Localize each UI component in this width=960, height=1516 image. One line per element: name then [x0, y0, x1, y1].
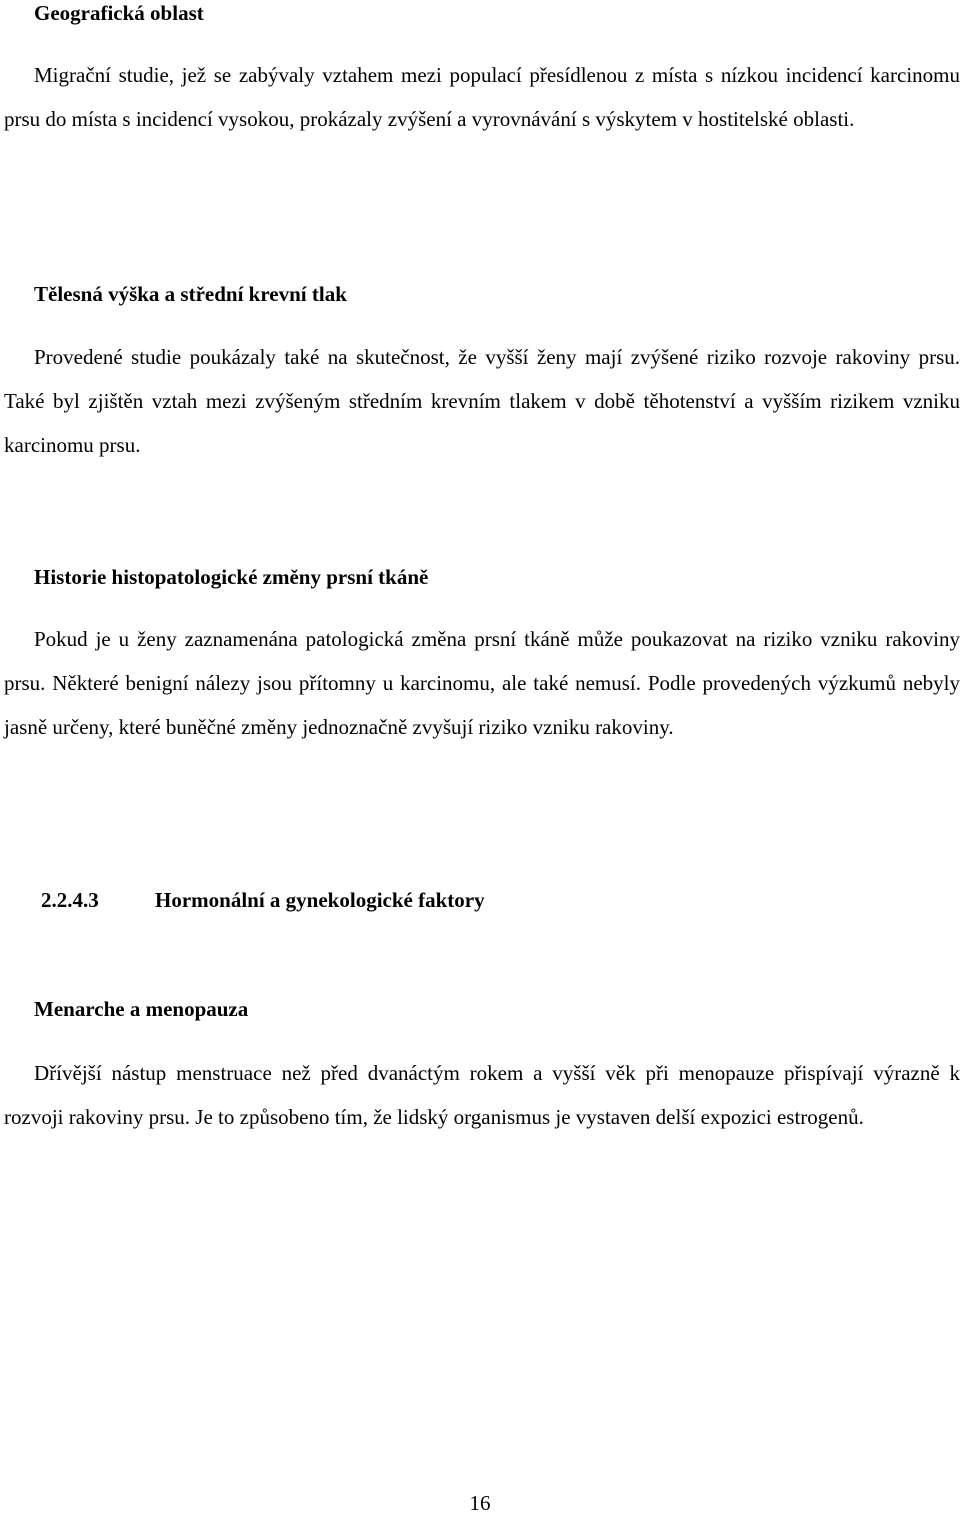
paragraph-height-blood-pressure: Provedené studie poukázaly také na skutečnost, že vyšší ženy mají zvýšené riziko rozvoje rakoviny prsu. Také byl zjištěn vztah mezi zvýšeným středním krevním tlakem v době těhotenství a vyšším rizikem vzniku karcinomu prsu.: [4, 345, 960, 458]
heading-menarche-menopause: Menarche a menopauza: [34, 997, 249, 1021]
heading-height-blood-pressure: Tělesná výška a střední krevní tlak: [34, 282, 347, 306]
page-number: 16: [469, 1491, 491, 1515]
paragraph-geographic-area: Migrační studie, jež se zabývaly vztahem mezi populací přesídlenou z místa s nízkou incidencí karcinomu prsu do místa s incidencí vysokou, prokázaly zvýšení a vyrovnávání s výskytem v hostitelské oblasti.: [4, 63, 960, 132]
chapter-number: 2.2.4.3: [41, 888, 99, 912]
paragraph-histopathology: Pokud je u ženy zaznamenána patologická změna prsní tkáně může poukazovat na riziko vzniku rakoviny prsu. Některé benigní nálezy jsou přítomny u karcinomu, ale také nemusí. Podle provedených výzkumů nebyly jasně určeny, které buněčné změny jednoznačně zvyšují riziko vzniku rakoviny.: [4, 627, 960, 740]
chapter-title: Hormonální a gynekologické faktory: [155, 888, 485, 912]
heading-geographic-area: Geografická oblast: [34, 1, 204, 25]
heading-histopathology: Historie histopatologické změny prsní tkáně: [34, 565, 429, 589]
paragraph-menarche-menopause: Dřívější nástup menstruace než před dvanáctým rokem a vyšší věk při menopauze přispívají výrazně k rozvoji rakoviny prsu. Je to způsobeno tím, že lidský organismus je vystaven delší expozici estrogenů.: [4, 1061, 960, 1130]
chapter-heading: [41, 887, 485, 913]
